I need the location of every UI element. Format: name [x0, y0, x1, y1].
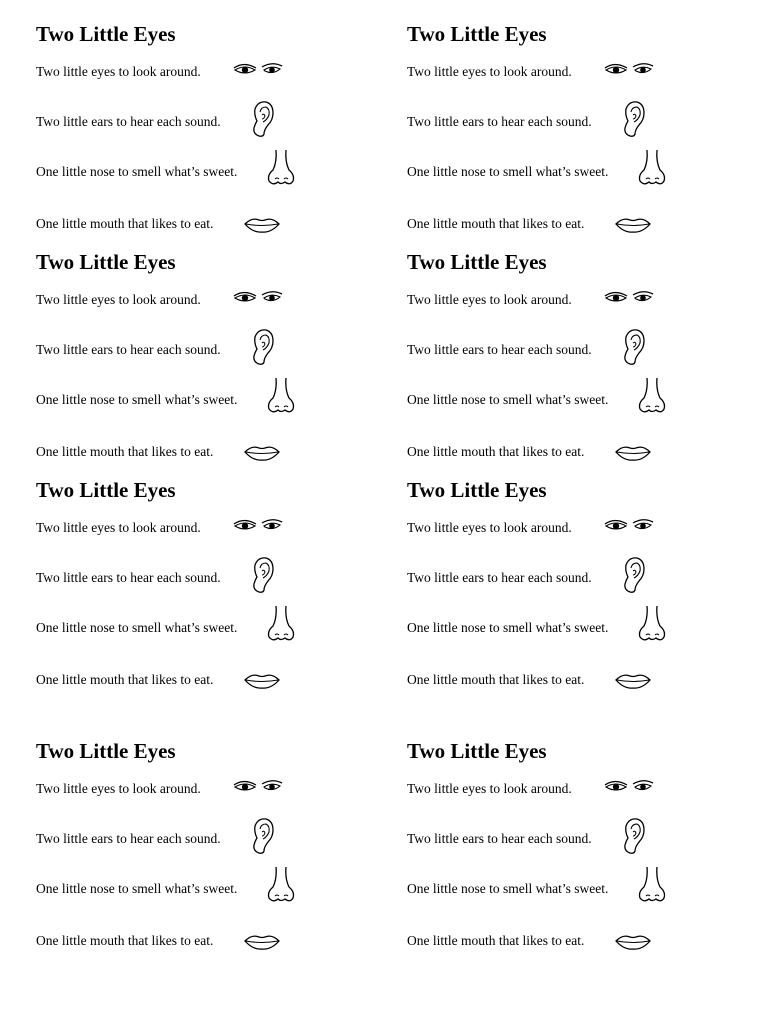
lips-icon — [614, 444, 652, 462]
rhyme-line-nose — [407, 869, 707, 905]
nose-icon — [265, 376, 297, 416]
rhyme-text: Two little eyes to look around. — [36, 520, 201, 535]
rhyme-text: Two little ears to hear each sound. — [407, 570, 592, 585]
rhyme-text: One little nose to smell what’s sweet. — [36, 881, 238, 896]
eyes-icon — [603, 62, 655, 78]
rhyme-text: Two little ears to hear each sound. — [36, 831, 221, 846]
rhyme-text: One little mouth that likes to eat. — [36, 216, 214, 231]
ear-icon — [622, 328, 646, 366]
rhyme-line-mouth — [407, 210, 707, 246]
rhyme-line-mouth — [407, 666, 707, 702]
card-title: Two Little Eyes — [407, 739, 547, 763]
rhyme-card — [407, 739, 707, 959]
card-title: Two Little Eyes — [407, 250, 547, 274]
rhyme-line-ears — [407, 819, 707, 855]
rhyme-card — [407, 478, 707, 698]
lips-icon — [614, 933, 652, 951]
rhyme-text: One little nose to smell what’s sweet. — [36, 620, 238, 635]
rhyme-line-ears — [36, 330, 336, 366]
rhyme-text: One little nose to smell what’s sweet. — [407, 392, 609, 407]
ear-icon — [622, 817, 646, 855]
rhyme-text: One little mouth that likes to eat. — [407, 933, 585, 948]
nose-icon — [265, 148, 297, 188]
rhyme-text: One little mouth that likes to eat. — [407, 216, 585, 231]
eyes-icon — [603, 290, 655, 306]
eyes-icon — [603, 779, 655, 795]
eyes-icon — [603, 518, 655, 534]
rhyme-card — [407, 250, 707, 470]
rhyme-line-eyes — [36, 516, 336, 552]
card-title: Two Little Eyes — [407, 478, 547, 502]
ear-icon — [251, 100, 275, 138]
nose-icon — [636, 865, 668, 905]
rhyme-text: One little nose to smell what’s sweet. — [36, 392, 238, 407]
nose-icon — [636, 376, 668, 416]
nose-icon — [636, 148, 668, 188]
rhyme-card — [407, 22, 707, 242]
lips-icon — [614, 672, 652, 690]
rhyme-line-nose — [407, 608, 707, 644]
rhyme-line-mouth — [36, 927, 336, 963]
rhyme-text: Two little eyes to look around. — [36, 781, 201, 796]
rhyme-text: Two little ears to hear each sound. — [407, 114, 592, 129]
lips-icon — [243, 672, 281, 690]
rhyme-text: One little mouth that likes to eat. — [407, 672, 585, 687]
eyes-icon — [232, 779, 284, 795]
rhyme-line-nose — [407, 380, 707, 416]
lips-icon — [243, 444, 281, 462]
card-title: Two Little Eyes — [407, 22, 547, 46]
rhyme-line-eyes — [407, 777, 707, 813]
rhyme-text: Two little ears to hear each sound. — [36, 342, 221, 357]
rhyme-text: One little mouth that likes to eat. — [407, 444, 585, 459]
rhyme-line-nose — [36, 608, 336, 644]
rhyme-line-ears — [36, 102, 336, 138]
rhyme-line-eyes — [407, 288, 707, 324]
rhyme-text: One little nose to smell what’s sweet. — [407, 620, 609, 635]
card-title: Two Little Eyes — [36, 739, 176, 763]
ear-icon — [251, 328, 275, 366]
lips-icon — [614, 216, 652, 234]
rhyme-line-eyes — [407, 60, 707, 96]
rhyme-line-ears — [407, 558, 707, 594]
rhyme-text: Two little ears to hear each sound. — [407, 342, 592, 357]
rhyme-line-mouth — [407, 927, 707, 963]
ear-icon — [251, 556, 275, 594]
card-title: Two Little Eyes — [36, 478, 176, 502]
rhyme-text: One little mouth that likes to eat. — [36, 933, 214, 948]
rhyme-line-nose — [36, 152, 336, 188]
rhyme-line-eyes — [36, 777, 336, 813]
rhyme-text: Two little eyes to look around. — [407, 781, 572, 796]
rhyme-line-ears — [36, 558, 336, 594]
ear-icon — [251, 817, 275, 855]
rhyme-line-eyes — [407, 516, 707, 552]
rhyme-line-nose — [36, 869, 336, 905]
rhyme-text: Two little eyes to look around. — [407, 292, 572, 307]
ear-icon — [622, 556, 646, 594]
rhyme-text: One little mouth that likes to eat. — [36, 444, 214, 459]
nose-icon — [636, 604, 668, 644]
rhyme-card — [36, 250, 336, 470]
rhyme-text: Two little eyes to look around. — [36, 292, 201, 307]
rhyme-line-ears — [36, 819, 336, 855]
rhyme-text: Two little ears to hear each sound. — [36, 114, 221, 129]
card-title: Two Little Eyes — [36, 250, 176, 274]
rhyme-line-mouth — [36, 210, 336, 246]
eyes-icon — [232, 62, 284, 78]
rhyme-text: One little nose to smell what’s sweet. — [407, 164, 609, 179]
lips-icon — [243, 933, 281, 951]
rhyme-line-mouth — [36, 666, 336, 702]
rhyme-line-ears — [407, 102, 707, 138]
card-title: Two Little Eyes — [36, 22, 176, 46]
rhyme-line-eyes — [36, 288, 336, 324]
ear-icon — [622, 100, 646, 138]
rhyme-text: Two little eyes to look around. — [407, 64, 572, 79]
rhyme-text: One little nose to smell what’s sweet. — [407, 881, 609, 896]
rhyme-text: Two little eyes to look around. — [36, 64, 201, 79]
rhyme-text: One little nose to smell what’s sweet. — [36, 164, 238, 179]
rhyme-line-eyes — [36, 60, 336, 96]
rhyme-text: Two little ears to hear each sound. — [36, 570, 221, 585]
rhyme-card — [36, 739, 336, 959]
nose-icon — [265, 604, 297, 644]
rhyme-line-nose — [407, 152, 707, 188]
rhyme-text: Two little eyes to look around. — [407, 520, 572, 535]
rhyme-text: Two little ears to hear each sound. — [407, 831, 592, 846]
lips-icon — [243, 216, 281, 234]
rhyme-line-nose — [36, 380, 336, 416]
rhyme-text: One little mouth that likes to eat. — [36, 672, 214, 687]
rhyme-card — [36, 478, 336, 698]
rhyme-card — [36, 22, 336, 242]
rhyme-line-mouth — [36, 438, 336, 474]
rhyme-line-ears — [407, 330, 707, 366]
nose-icon — [265, 865, 297, 905]
eyes-icon — [232, 518, 284, 534]
eyes-icon — [232, 290, 284, 306]
rhyme-line-mouth — [407, 438, 707, 474]
